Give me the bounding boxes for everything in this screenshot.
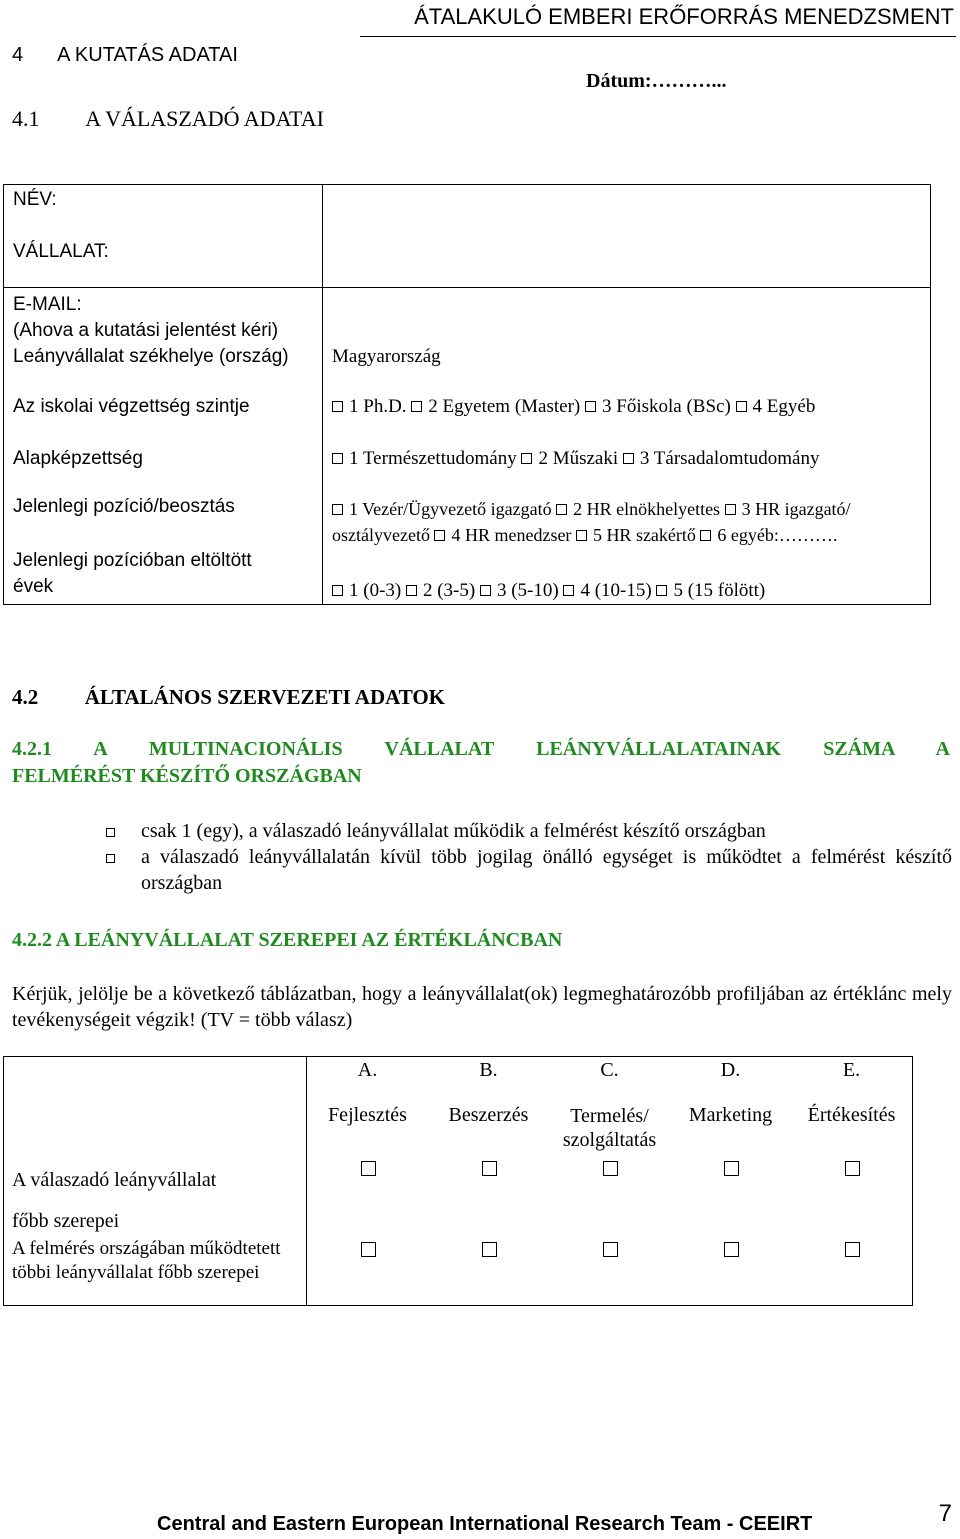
- column-d: [670, 1057, 791, 1237]
- position-option[interactable]: 3 HR igazgató/ osztályvezető: [332, 499, 851, 545]
- education-options: [323, 370, 931, 422]
- basic-option[interactable]: 3 Társadalomtudomány: [623, 448, 820, 469]
- checkbox-icon[interactable]: [603, 1161, 618, 1176]
- column-activity: Értékesítés: [807, 1104, 896, 1126]
- checkbox-icon: [332, 504, 343, 515]
- checkbox-icon: [623, 453, 634, 464]
- education-option[interactable]: 3 Főiskola (BSc): [585, 396, 731, 417]
- column-letter: A.: [357, 1059, 378, 1081]
- basic-option[interactable]: 1 Természettudomány: [332, 448, 517, 469]
- position-options: [323, 470, 931, 548]
- basic-training-options: [323, 422, 931, 470]
- column-b: [428, 1057, 549, 1237]
- row2-label: A felmérés országában működtetett többi leányvállalat főbb szerepei: [4, 1237, 307, 1306]
- hq-label: Leányvállalat székhelye (ország): [13, 346, 289, 367]
- section-number: 4.1: [12, 106, 40, 131]
- checkbox-icon: [556, 504, 567, 515]
- name-company-input[interactable]: [323, 185, 931, 288]
- header-rule: [360, 36, 956, 37]
- checkbox-icon: [563, 585, 574, 596]
- position-option[interactable]: 4 HR menedzser: [434, 525, 571, 545]
- date-field[interactable]: Dátum:………...: [586, 70, 727, 92]
- column-e: [791, 1057, 912, 1237]
- position-option[interactable]: 1 Vezér/Ügyvezető igazgató: [332, 499, 552, 519]
- row1-label-cell: [4, 1057, 307, 1238]
- value-chain-roles-table: [3, 1056, 913, 1306]
- row1-columns-cell: [307, 1057, 913, 1238]
- column-letter: C.: [600, 1059, 619, 1081]
- row1-label: A válaszadó leányvállalat: [12, 1169, 217, 1191]
- checkbox-icon: [480, 585, 491, 596]
- years-label: Jelenlegi pozícióban eltöltött: [13, 550, 252, 571]
- checkbox-icon: [332, 453, 343, 464]
- column-letter: E.: [842, 1059, 861, 1081]
- email-note: (Ahova a kutatási jelentést kéri): [13, 320, 279, 341]
- row1-label-2: főbb szerepei: [12, 1210, 120, 1232]
- section-number: 4: [12, 44, 24, 66]
- page-number: 7: [938, 1500, 952, 1527]
- section-4-2-heading: [12, 685, 445, 710]
- column-letter: B.: [479, 1059, 498, 1081]
- years-option[interactable]: 4 (10-15): [563, 580, 651, 601]
- checkbox-icon: [434, 530, 445, 541]
- column-activity: Fejlesztés: [328, 1104, 407, 1126]
- years-label-cell: [4, 548, 323, 605]
- checkbox-icon[interactable]: [724, 1242, 739, 1257]
- column-letter: D.: [720, 1059, 741, 1081]
- checkbox-icon: [406, 585, 417, 596]
- branch-option[interactable]: a válaszadó leányvállalatán kívül több jogilag önálló egységet is működtet a felmérést készítő országban: [106, 844, 952, 896]
- position-option[interactable]: 2 HR elnökhelyettes: [556, 499, 720, 519]
- education-option[interactable]: 2 Egyetem (Master): [411, 396, 580, 417]
- branch-count-options: [106, 818, 952, 896]
- years-option[interactable]: 1 (0-3): [332, 580, 401, 601]
- name-company-cell: [4, 185, 323, 288]
- education-option[interactable]: 1 Ph.D.: [332, 396, 407, 417]
- section-4-2-2-heading: 4.2.2 A LEÁNYVÁLLALAT SZEREPEI AZ ÉRTÉKLÁNCBAN: [12, 929, 563, 951]
- years-option[interactable]: 5 (15 fölött): [656, 580, 765, 601]
- checkbox-icon: [576, 530, 587, 541]
- checkbox-icon: [332, 585, 343, 596]
- section-4-heading: [12, 44, 238, 67]
- basic-training-label: Alapképzettség: [4, 422, 323, 470]
- column-a: [307, 1057, 428, 1237]
- section-title: ÁLTALÁNOS SZERVEZETI ADATOK: [84, 685, 446, 709]
- checkbox-icon: [106, 854, 115, 863]
- checkbox-icon[interactable]: [724, 1161, 739, 1176]
- checkbox-icon[interactable]: [603, 1242, 618, 1257]
- education-label: Az iskolai végzettség szintje: [4, 370, 323, 422]
- section-4-2-1-heading-line2: FELMÉRÉST KÉSZÍTŐ ORSZÁGBAN: [12, 765, 362, 787]
- checkbox-icon: [411, 401, 422, 412]
- section-number: 4.2: [12, 685, 39, 709]
- position-label: Jelenlegi pozíció/beosztás: [4, 470, 323, 548]
- checkbox-icon[interactable]: [845, 1242, 860, 1257]
- checkbox-icon[interactable]: [361, 1242, 376, 1257]
- basic-option[interactable]: 2 Műszaki: [521, 448, 618, 469]
- checkbox-icon[interactable]: [361, 1161, 376, 1176]
- footer-text: Central and Eastern European International Research Team - CEEIRT: [157, 1513, 813, 1535]
- checkbox-icon: [656, 585, 667, 596]
- checkbox-icon: [521, 453, 532, 464]
- checkbox-icon[interactable]: [845, 1161, 860, 1176]
- section-title: A VÁLASZADÓ ADATAI: [85, 106, 324, 131]
- roles-instruction: Kérjük, jelölje be a következő táblázatban, hogy a leányvállalat(ok) legmeghatározóbb profiljában az értéklánc mely tevékenységeit végzik! (TV = több válasz): [12, 983, 952, 1031]
- email-hq-cell: [4, 288, 323, 371]
- hq-value[interactable]: Magyarország: [323, 288, 931, 371]
- checkbox-icon[interactable]: [482, 1161, 497, 1176]
- row2-columns-cell: [307, 1237, 913, 1306]
- branch-option[interactable]: csak 1 (egy), a válaszadó leányvállalat működik a felmérést készítő országban: [106, 818, 952, 844]
- checkbox-icon: [736, 401, 747, 412]
- section-4-1-heading: [12, 106, 324, 132]
- section-4-2-1-heading-line1: 4.2.1 A MULTINACIONÁLIS VÁLLALAT LEÁNYVÁLLALATAINAK SZÁMA A: [12, 738, 950, 760]
- column-activity: Beszerzés: [448, 1104, 529, 1126]
- years-option[interactable]: 3 (5-10): [480, 580, 559, 601]
- checkbox-icon: [332, 401, 343, 412]
- checkbox-icon: [106, 828, 115, 837]
- years-option[interactable]: 2 (3-5): [406, 580, 475, 601]
- column-activity: Termelés/ szolgáltatás: [562, 1105, 657, 1151]
- position-option[interactable]: 6 egyéb:……….: [700, 525, 837, 545]
- years-options: [323, 548, 931, 605]
- section-title: A KUTATÁS ADATAI: [57, 44, 238, 66]
- email-label: E-MAIL:: [13, 294, 82, 315]
- checkbox-icon: [725, 504, 736, 515]
- name-label: NÉV:: [13, 189, 57, 210]
- education-option[interactable]: 4 Egyéb: [736, 396, 816, 417]
- respondent-form-table: [3, 184, 931, 605]
- column-c: [549, 1057, 670, 1237]
- company-label: VÁLLALAT:: [13, 241, 109, 262]
- running-header: ÁTALAKULÓ EMBERI ERŐFORRÁS MENEDZSMENT: [414, 4, 954, 29]
- checkbox-icon: [700, 530, 711, 541]
- checkbox-icon[interactable]: [482, 1242, 497, 1257]
- years-label-2: évek: [13, 576, 54, 597]
- column-activity: Marketing: [688, 1104, 773, 1126]
- checkbox-icon: [585, 401, 596, 412]
- position-option[interactable]: 5 HR szakértő: [576, 525, 696, 545]
